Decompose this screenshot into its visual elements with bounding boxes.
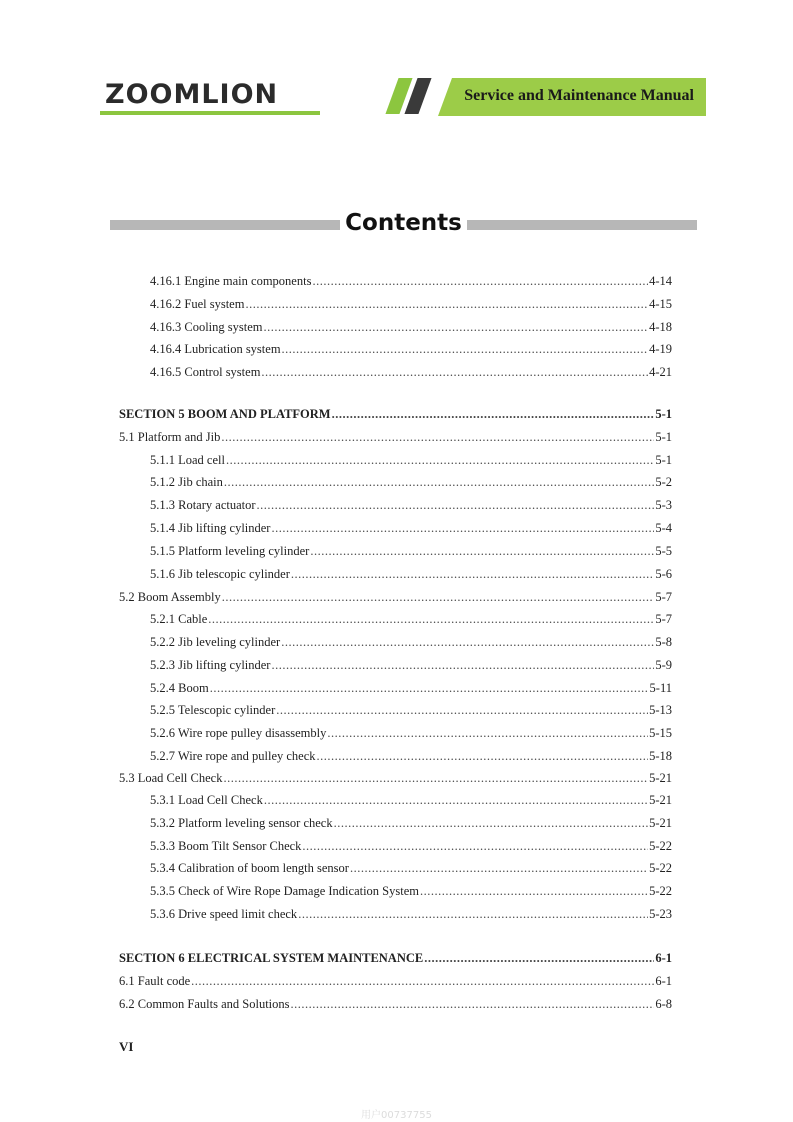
toc-entry-title: 5.2.7 Wire rope and pulley check <box>150 749 316 763</box>
toc-leader <box>257 498 655 513</box>
toc-entry[interactable] <box>119 430 672 445</box>
toc-entry-title: 5.1.2 Jib chain <box>150 475 223 489</box>
toc-leader <box>210 681 649 696</box>
toc-entry-page: 5-4 <box>655 521 672 535</box>
toc-entry[interactable] <box>119 997 672 1012</box>
toc-entry[interactable] <box>150 703 672 718</box>
toc-entry-title: 4.16.3 Cooling system <box>150 320 263 334</box>
toc-leader <box>282 342 649 357</box>
toc-entry-title: 5.2.5 Telescopic cylinder <box>150 703 276 717</box>
toc-entry[interactable] <box>150 475 672 490</box>
toc-entry-page: 4-18 <box>649 320 672 334</box>
toc-entry-title: 5.2.6 Wire rope pulley disassembly <box>150 726 327 740</box>
toc-entry-title: 5.3.2 Platform leveling sensor check <box>150 816 333 830</box>
toc-entry-page: 5-22 <box>649 884 672 898</box>
toc-leader <box>271 658 654 673</box>
toc-entry-title: SECTION 5 BOOM AND PLATFORM <box>119 407 331 421</box>
watermark: 用户00737755 <box>361 1110 432 1121</box>
toc-entry[interactable] <box>150 907 672 922</box>
toc-leader <box>310 544 654 559</box>
manual-title: Service and Maintenance Manual <box>464 87 694 104</box>
toc-entry-page: 5-2 <box>655 475 672 489</box>
toc-entry[interactable] <box>119 590 672 605</box>
toc-leader <box>334 816 648 831</box>
toc-entry-page: 6-1 <box>655 951 672 965</box>
toc-entry-title: 5.1.5 Platform leveling cylinder <box>150 544 310 558</box>
toc-entry-page: 5-8 <box>655 635 672 649</box>
toc-entry-title: 5.1 Platform and Jib <box>119 430 221 444</box>
toc-leader <box>276 703 648 718</box>
toc-entry[interactable] <box>150 612 672 627</box>
toc-leader <box>208 612 654 627</box>
toc-entry[interactable] <box>150 861 672 876</box>
toc-entry-page: 5-13 <box>649 703 672 717</box>
toc-entry[interactable] <box>150 567 672 582</box>
toc-entry-page: 6-8 <box>655 997 672 1011</box>
toc-entry-title: 6.2 Common Faults and Solutions <box>119 997 290 1011</box>
toc-entry-title: 5.2.4 Boom <box>150 681 209 695</box>
toc-leader <box>264 793 648 808</box>
toc-entry-title: 5.3.3 Boom Tilt Sensor Check <box>150 839 302 853</box>
toc-leader <box>350 861 648 876</box>
toc-entry[interactable] <box>150 635 672 650</box>
toc-entry-title: 5.1.1 Load cell <box>150 453 225 467</box>
toc-entry-title: 4.16.5 Control system <box>150 365 261 379</box>
toc-entry[interactable] <box>150 726 672 741</box>
toc-entry-title: 4.16.2 Fuel system <box>150 297 245 311</box>
toc-entry[interactable] <box>150 544 672 559</box>
page-number: VI <box>119 1039 134 1054</box>
toc-entry-page: 5-7 <box>655 612 672 626</box>
toc-entry[interactable] <box>150 839 672 854</box>
toc-entry-page: 4-19 <box>649 342 672 356</box>
toc-entry-page: 5-7 <box>655 590 672 604</box>
toc-entry-title: 5.3.1 Load Cell Check <box>150 793 263 807</box>
toc-entry-title: 5.2 Boom Assembly <box>119 590 221 604</box>
toc-entry[interactable] <box>119 974 672 989</box>
toc-leader <box>191 974 654 989</box>
toc-entry-title: 4.16.4 Lubrication system <box>150 342 281 356</box>
toc-leader <box>327 726 648 741</box>
toc-entry-title: 5.2.3 Jib lifting cylinder <box>150 658 271 672</box>
toc-entry-page: 4-14 <box>649 274 672 288</box>
toc-entry-title: 4.16.1 Engine main components <box>150 274 312 288</box>
toc-entry-page: 5-6 <box>655 567 672 581</box>
toc-entry-page: 5-11 <box>649 681 672 695</box>
toc-entry-page: 5-22 <box>649 839 672 853</box>
toc-entry[interactable] <box>150 453 672 468</box>
toc-entry[interactable] <box>150 884 672 899</box>
toc-leader <box>222 590 655 605</box>
toc-entry-title: 5.3.4 Calibration of boom length sensor <box>150 861 349 875</box>
toc-entry-page: 5-9 <box>655 658 672 672</box>
toc-entry-page: 5-1 <box>655 453 672 467</box>
toc-entry[interactable] <box>150 681 672 696</box>
toc-entry-page: 5-21 <box>649 793 672 807</box>
toc-leader <box>223 771 648 786</box>
toc-entry-title: 5.1.4 Jib lifting cylinder <box>150 521 271 535</box>
toc-leader <box>226 453 654 468</box>
toc-entry[interactable] <box>150 320 672 335</box>
toc-entry[interactable] <box>150 365 672 380</box>
toc-entry[interactable] <box>150 297 672 312</box>
toc-entry-title: SECTION 6 ELECTRICAL SYSTEM MAINTENANCE <box>119 951 424 965</box>
toc-entry-page: 5-1 <box>655 407 672 421</box>
toc-leader <box>224 475 654 490</box>
toc-leader <box>271 521 654 536</box>
toc-leader <box>245 297 648 312</box>
toc-entry-title: 5.2.1 Cable <box>150 612 208 626</box>
toc-leader <box>420 884 648 899</box>
toc-entry-page: 5-3 <box>655 498 672 512</box>
toc-entry-page: 5-1 <box>655 430 672 444</box>
toc-entry-page: 5-23 <box>649 907 672 921</box>
toc-section-entry[interactable] <box>119 407 672 422</box>
toc-entry[interactable] <box>150 342 672 357</box>
toc-section-entry[interactable] <box>119 951 672 966</box>
toc-entry-title: 5.3 Load Cell Check <box>119 771 223 785</box>
toc-leader <box>221 430 654 445</box>
toc-entry-page: 5-18 <box>649 749 672 763</box>
contents-title: Contents <box>345 210 462 236</box>
toc-leader <box>291 997 655 1012</box>
toc-leader <box>298 907 648 922</box>
toc-entry-title: 5.1.6 Jib telescopic cylinder <box>150 567 290 581</box>
toc-entry[interactable] <box>150 816 672 831</box>
toc-leader <box>302 839 648 854</box>
toc-entry[interactable] <box>150 658 672 673</box>
toc-entry-title: 5.1.3 Rotary actuator <box>150 498 256 512</box>
toc-entry-title: 5.3.6 Drive speed limit check <box>150 907 298 921</box>
toc-leader <box>264 320 649 335</box>
toc-entry-title: 6.1 Fault code <box>119 974 191 988</box>
toc-entry[interactable] <box>150 749 672 764</box>
toc-entry-title: 5.3.5 Check of Wire Rope Damage Indication System <box>150 884 419 898</box>
toc-entry[interactable] <box>150 498 672 513</box>
toc-leader <box>424 951 654 966</box>
toc-leader <box>261 365 648 380</box>
toc-leader <box>291 567 654 582</box>
toc-entry-title: 5.2.2 Jib leveling cylinder <box>150 635 281 649</box>
toc-leader <box>281 635 654 650</box>
toc-entry[interactable] <box>150 521 672 536</box>
toc-entry-page: 5-5 <box>655 544 672 558</box>
toc-entry[interactable] <box>150 274 672 289</box>
toc-entry-page: 5-21 <box>649 816 672 830</box>
toc-entry-page: 5-21 <box>649 771 672 785</box>
toc-leader <box>317 749 649 764</box>
toc-entry[interactable] <box>150 793 672 808</box>
toc-leader <box>332 407 655 422</box>
toc-entry-page: 4-15 <box>649 297 672 311</box>
toc-entry-page: 5-22 <box>649 861 672 875</box>
toc-entry[interactable] <box>119 771 672 786</box>
toc-entry-page: 6-1 <box>655 974 672 988</box>
toc-entry-page: 5-15 <box>649 726 672 740</box>
toc-entry-page: 4-21 <box>649 365 672 379</box>
zoomlion-logo: ZOOMLION <box>105 79 279 110</box>
toc-leader <box>312 274 648 289</box>
